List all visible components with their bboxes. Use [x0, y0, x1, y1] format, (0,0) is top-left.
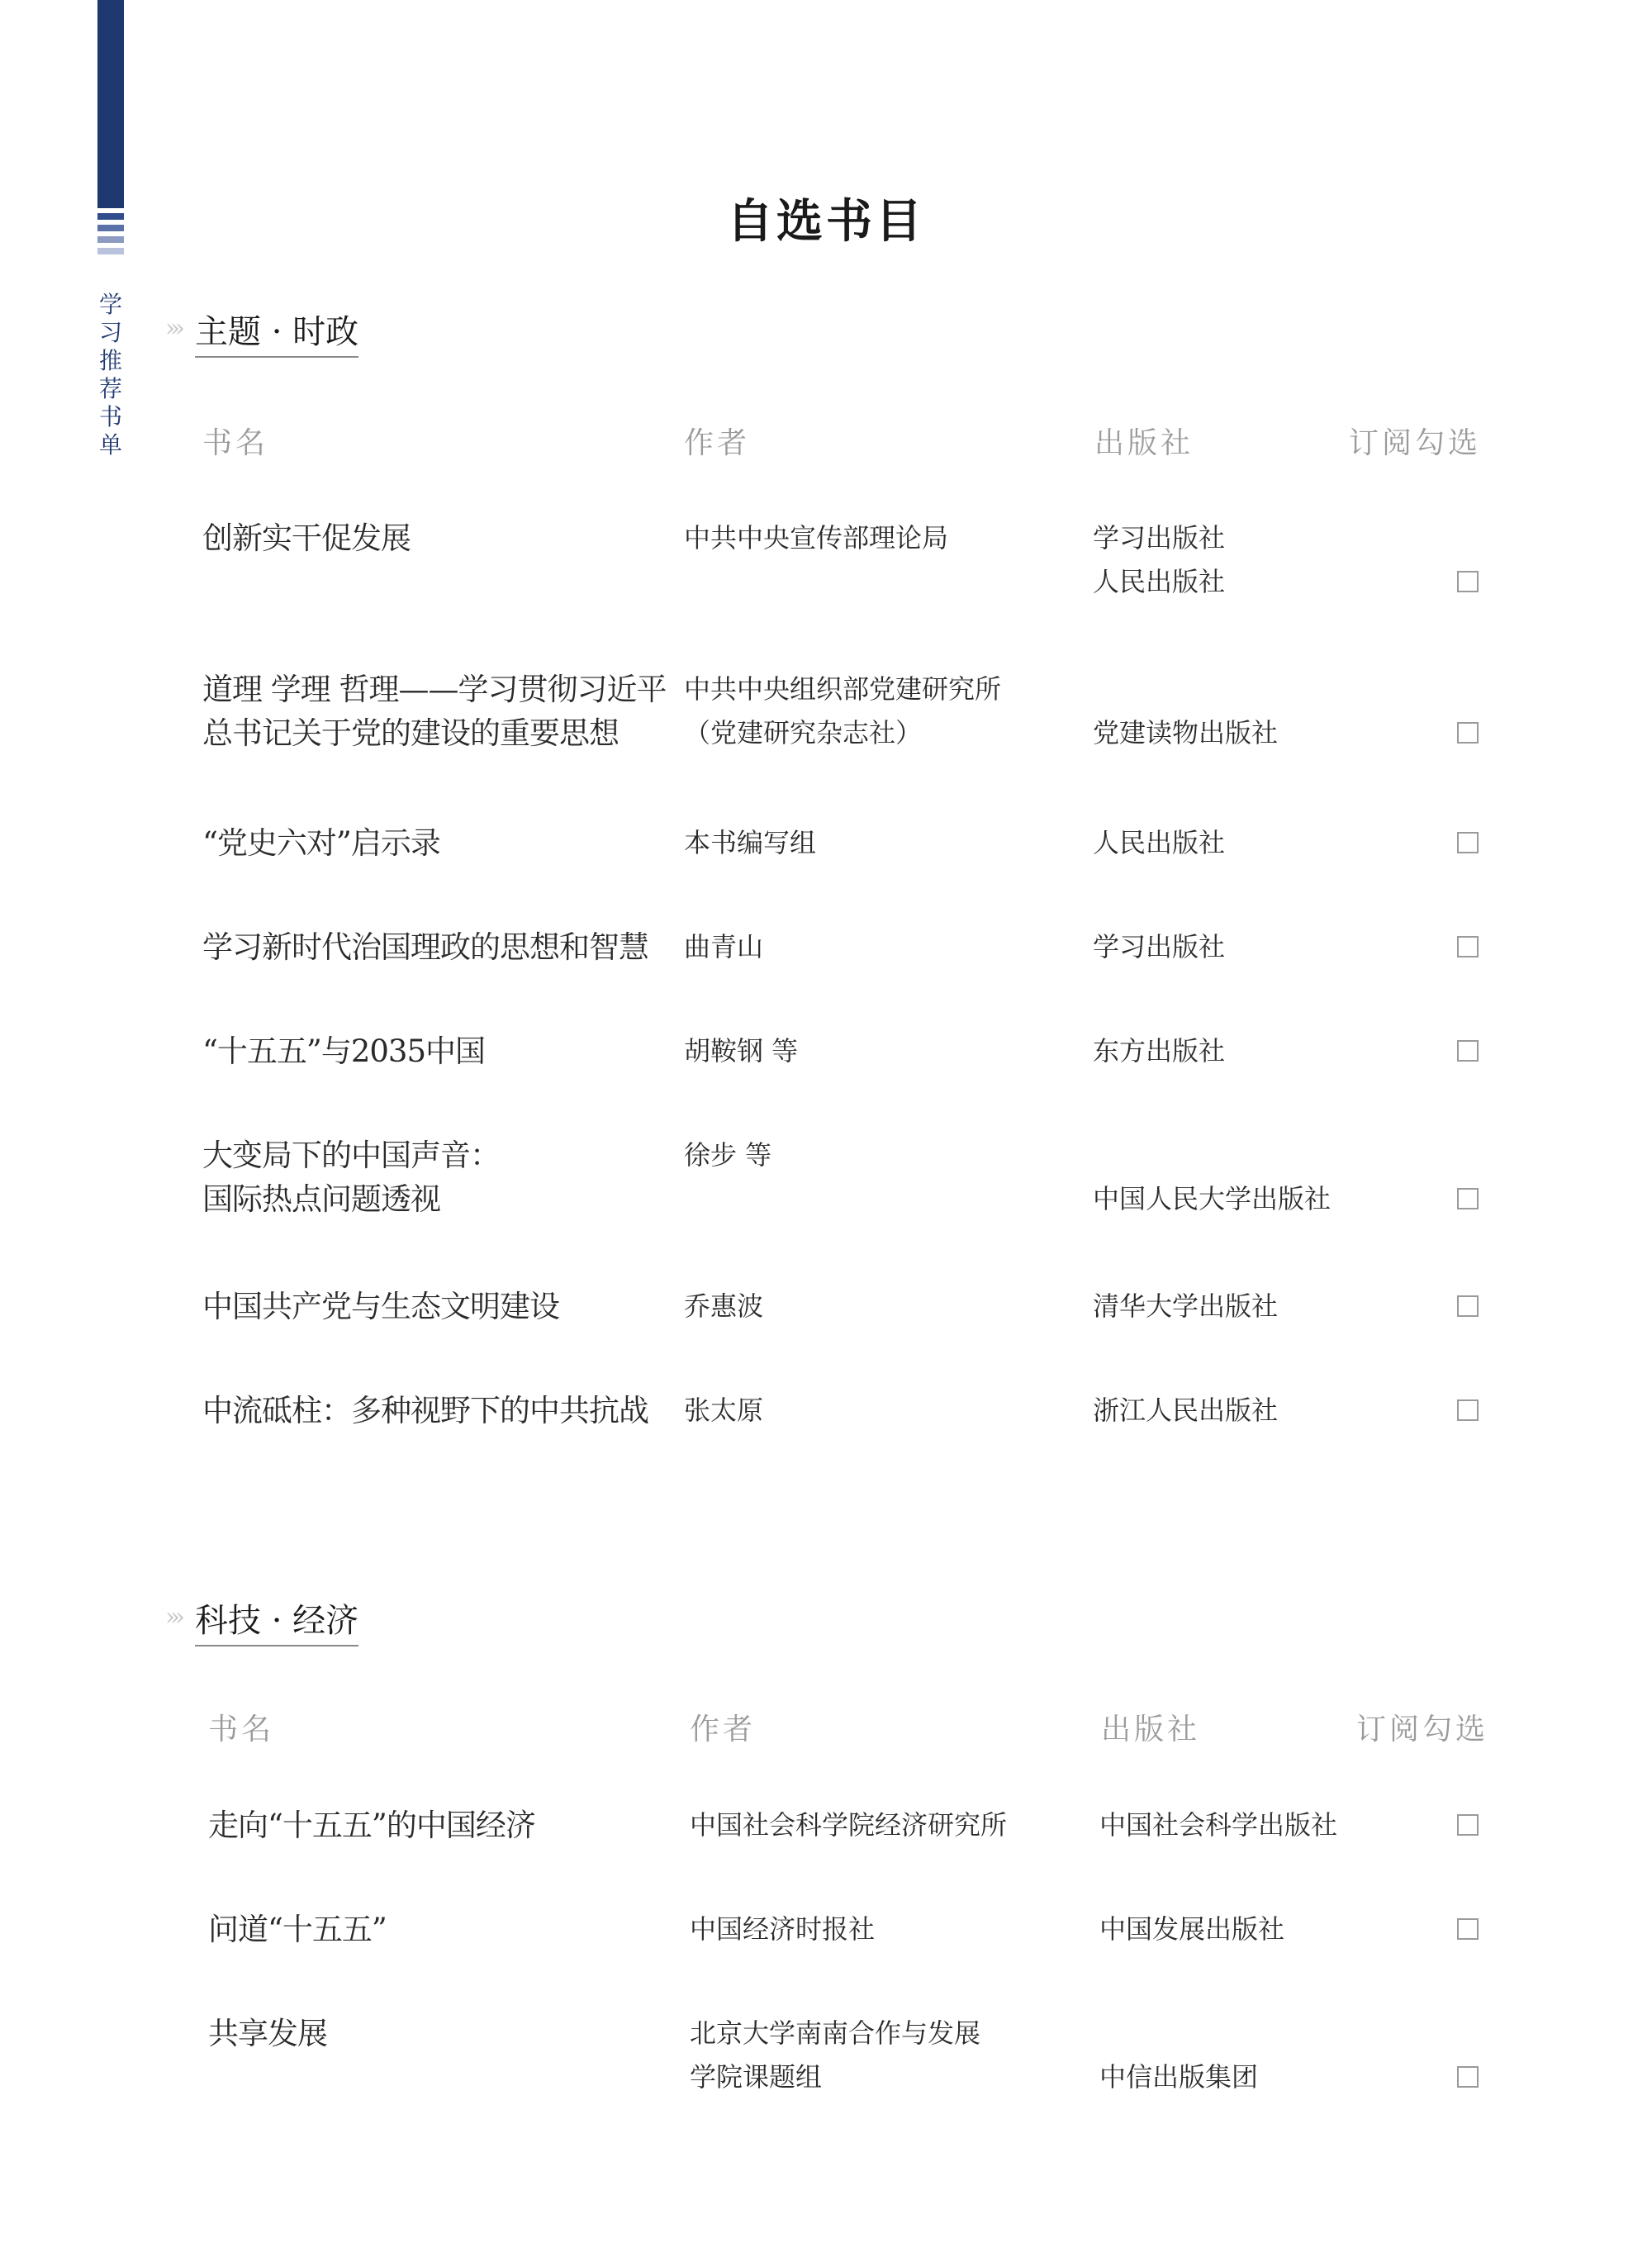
subscribe-checkbox[interactable]	[1457, 1295, 1479, 1317]
book-publisher	[1099, 1803, 1337, 1847]
book-publisher-line: 党建读物出版社	[1093, 717, 1279, 748]
book-author	[690, 1803, 1007, 1847]
book-publisher	[1093, 1029, 1225, 1073]
column-header-author: 作者	[690, 1713, 757, 1746]
book-title	[202, 1133, 500, 1221]
column-header-author: 作者	[684, 426, 751, 460]
book-author	[684, 516, 948, 560]
book-author-line: （党建研究杂志社）	[684, 717, 923, 748]
book-author	[684, 1029, 798, 1073]
book-author-line: 中共中央宣传部理论局	[684, 522, 949, 554]
book-title-line: 国际热点问题透视	[202, 1181, 440, 1217]
chevron-icon: ›››	[165, 314, 180, 343]
side-color-bar	[97, 0, 124, 208]
book-title	[202, 516, 411, 560]
book-title-line: 大变局下的中国声音：	[202, 1138, 500, 1173]
book-author	[684, 1389, 763, 1433]
book-title-line: 问道“十五五”	[208, 1912, 387, 1947]
column-header-publisher: 出版社	[1094, 426, 1194, 460]
book-author	[690, 2012, 980, 2099]
book-author-line: 本书编写组	[684, 827, 817, 858]
book-author-line: 北京大学南南合作与发展	[690, 2017, 981, 2049]
book-publisher-line: 中信出版集团	[1099, 2061, 1259, 2093]
book-author-line: 中共中央组织部党建研究所	[684, 673, 1002, 705]
book-author	[684, 821, 816, 865]
column-header-title: 书名	[208, 1713, 275, 1746]
book-title-line: 中流砥柱：多种视野下的中共抗战	[202, 1393, 648, 1428]
section-title: 主题 · 时政	[195, 306, 358, 358]
section-title: 科技 · 经济	[195, 1594, 358, 1646]
book-publisher-line: 东方出版社	[1093, 1035, 1226, 1067]
book-publisher	[1093, 1285, 1278, 1328]
book-publisher	[1093, 1389, 1278, 1433]
book-title-line: 学习新时代治国理政的思想和智慧	[202, 929, 648, 965]
book-title	[202, 1285, 559, 1328]
book-author	[684, 668, 1001, 755]
book-title-line: “十五五”与2035中国	[202, 1033, 485, 1069]
book-publisher-line: 中国发展出版社	[1099, 1913, 1285, 1945]
book-author-line: 中国经济时报社	[690, 1913, 876, 1945]
book-title	[202, 821, 440, 865]
book-title	[208, 2012, 327, 2055]
column-header-subscribe: 订阅勾选	[1349, 426, 1482, 460]
book-author-line: 徐步 等	[684, 1139, 772, 1171]
book-author-line: 学院课题组	[690, 2061, 823, 2093]
book-publisher-line: 中国人民大学出版社	[1093, 1183, 1332, 1214]
column-header-title: 书名	[202, 426, 269, 460]
book-publisher	[1099, 2055, 1258, 2099]
book-title-line: 走向“十五五”的中国经济	[208, 1808, 535, 1843]
book-title-line: “党史六对”启示录	[202, 825, 440, 861]
book-title-line: 道理 学理 哲理——学习贯彻习近平	[202, 672, 667, 707]
book-publisher-line: 人民出版社	[1093, 827, 1226, 858]
book-publisher	[1093, 516, 1225, 604]
book-publisher-line: 学习出版社	[1093, 522, 1226, 554]
book-title-line: 创新实干促发展	[202, 520, 411, 556]
subscribe-checkbox[interactable]	[1457, 1040, 1479, 1062]
book-publisher	[1093, 1177, 1331, 1221]
book-publisher-line: 人民出版社	[1093, 566, 1226, 597]
book-author-line: 曲青山	[684, 931, 764, 962]
book-title-line: 共享发展	[208, 2016, 327, 2051]
book-publisher	[1093, 821, 1225, 865]
subscribe-checkbox[interactable]	[1457, 832, 1479, 853]
book-publisher-line: 中国社会科学出版社	[1099, 1809, 1338, 1841]
book-publisher-line: 学习出版社	[1093, 931, 1226, 962]
subscribe-checkbox[interactable]	[1457, 1188, 1479, 1209]
book-author	[684, 1133, 771, 1177]
chevron-icon: ›››	[165, 1603, 180, 1632]
book-author-line: 胡鞍钢 等	[684, 1035, 799, 1067]
book-title	[202, 1029, 485, 1073]
subscribe-checkbox[interactable]	[1457, 571, 1479, 592]
book-author-line: 中国社会科学院经济研究所	[690, 1809, 1008, 1841]
side-label: 学习推荐书单	[98, 291, 122, 459]
book-author	[684, 925, 763, 969]
book-title	[208, 1908, 387, 1951]
book-publisher	[1093, 711, 1278, 755]
book-publisher-line: 浙江人民出版社	[1093, 1395, 1279, 1426]
book-author-line: 乔惠波	[684, 1290, 764, 1322]
book-title	[202, 1389, 648, 1433]
book-author	[690, 1908, 875, 1951]
subscribe-checkbox[interactable]	[1457, 1918, 1479, 1940]
book-author-line: 张太原	[684, 1395, 764, 1426]
book-title	[208, 1803, 535, 1847]
book-publisher	[1093, 925, 1225, 969]
column-header-publisher: 出版社	[1101, 1713, 1201, 1746]
book-publisher	[1099, 1908, 1284, 1951]
subscribe-checkbox[interactable]	[1457, 2066, 1479, 2088]
book-title	[202, 668, 667, 755]
book-publisher-line: 清华大学出版社	[1093, 1290, 1279, 1322]
subscribe-checkbox[interactable]	[1457, 722, 1479, 744]
book-title-line: 总书记关于党的建设的重要思想	[202, 715, 619, 751]
book-author	[684, 1285, 763, 1328]
book-title-line: 中国共产党与生态文明建设	[202, 1289, 559, 1324]
subscribe-checkbox[interactable]	[1457, 936, 1479, 957]
subscribe-checkbox[interactable]	[1457, 1399, 1479, 1421]
page-title: 自选书目	[727, 195, 925, 249]
book-title	[202, 925, 648, 969]
subscribe-checkbox[interactable]	[1457, 1814, 1479, 1836]
column-header-subscribe: 订阅勾选	[1356, 1713, 1489, 1746]
